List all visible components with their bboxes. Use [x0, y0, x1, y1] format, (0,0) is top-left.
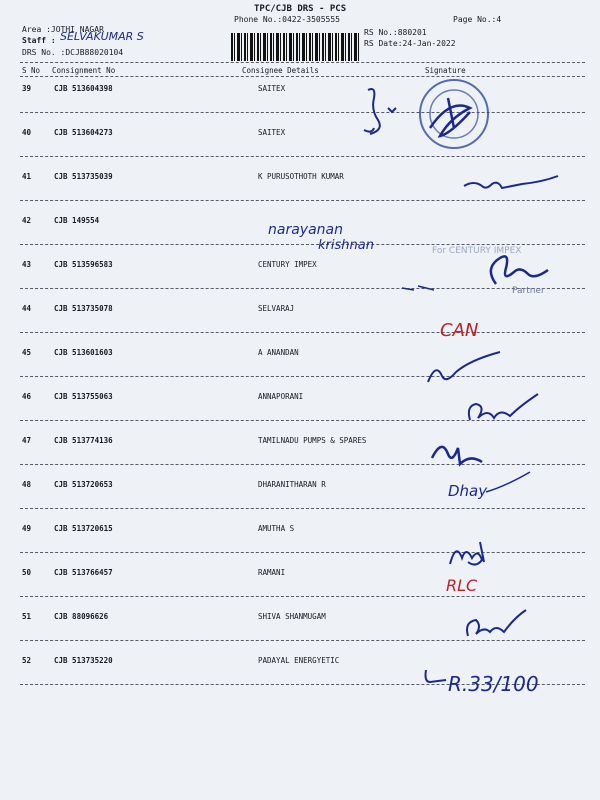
- row50-handwritten-mark: RLC: [446, 576, 478, 595]
- row-consignee: SELVARAJ: [258, 304, 295, 313]
- row-divider: [20, 112, 585, 113]
- column-header-signature: Signature: [425, 66, 466, 75]
- phone-number: Phone No.:0422-3505555: [234, 15, 340, 24]
- sheet-title: TPC/CJB DRS - PCS: [254, 4, 347, 14]
- row-consignment-number: CJB 513604398: [54, 84, 113, 93]
- row-sno: 44: [22, 304, 32, 313]
- row-consignee: A ANANDAN: [258, 348, 299, 357]
- row-consignment-number: CJB 513735078: [54, 304, 113, 313]
- row45-handwritten-mark: CAN: [440, 320, 479, 341]
- row-sno: 40: [22, 128, 32, 137]
- row-divider: [20, 464, 585, 465]
- row-divider: [20, 508, 585, 509]
- row-consignee: RAMANI: [258, 568, 286, 577]
- row-consignment-number: CJB 513774136: [54, 436, 113, 445]
- partner-text: Partner: [512, 286, 545, 296]
- row-consignment-number: CJB 513766457: [54, 568, 113, 577]
- signature-row-51: [462, 606, 532, 642]
- row-consignment-number: CJB 513604273: [54, 128, 113, 137]
- row-sno: 48: [22, 480, 32, 489]
- staff-handwritten-name: SELVAKUMAR S: [60, 30, 144, 43]
- row-consignee: SHIVA SHANMUGAM: [258, 612, 326, 621]
- row-sno: 47: [22, 436, 32, 445]
- row-sno: 51: [22, 612, 32, 621]
- row-sno: 49: [22, 524, 32, 533]
- signature-row-46: [464, 390, 544, 430]
- row-consignment-number: CJB 513720653: [54, 480, 113, 489]
- signature-row-48-tail: [484, 468, 534, 498]
- row-consignment-number: CJB 513735039: [54, 172, 113, 181]
- row-consignee: K PURUSOTHOTH KUMAR: [258, 172, 344, 181]
- signature-row-43: [484, 254, 554, 290]
- row-consignee: PADAYAL ENERGYETIC: [258, 656, 340, 665]
- row-sno: 46: [22, 392, 32, 401]
- page-number: Page No.:4: [453, 15, 502, 24]
- row-consignment-number: CJB 88096626: [54, 612, 109, 621]
- row-sno: 43: [22, 260, 32, 269]
- row-consignee: DHARANITHARAN R: [258, 480, 326, 489]
- row-divider: [20, 332, 585, 333]
- header-divider-bottom: [20, 76, 585, 77]
- column-header-consignment: Consignment No: [52, 66, 116, 75]
- header-divider-top: [20, 62, 585, 63]
- row-sno: 42: [22, 216, 32, 225]
- row-divider: [20, 596, 585, 597]
- row-consignee: SAITEX: [258, 84, 286, 93]
- row-consignment-number: CJB 513720615: [54, 524, 113, 533]
- signature-row-47: [426, 432, 486, 468]
- signature-row-49: [446, 536, 496, 570]
- staff-label: Staff :: [22, 36, 56, 45]
- drs-number: DRS No. :DCJB88020104: [22, 48, 124, 57]
- row-consignee: AMUTHA S: [258, 524, 295, 533]
- signature-row-45: [424, 350, 504, 390]
- row-sno: 45: [22, 348, 32, 357]
- company-stamp-text: For CENTURY IMPEX: [432, 246, 522, 256]
- signature-row-41: [462, 172, 562, 202]
- row-consignee: ANNAPORANI: [258, 392, 304, 401]
- row-consignee: SAITEX: [258, 128, 286, 137]
- row-consignment-number: CJB 513755063: [54, 392, 113, 401]
- row-consignee: CENTURY IMPEX: [258, 260, 317, 269]
- row-sno: 50: [22, 568, 32, 577]
- column-header-consignee: Consignee Details: [242, 66, 319, 75]
- row-consignment-number: CJB 513735220: [54, 656, 113, 665]
- rs-date: RS Date:24-Jan-2022: [364, 39, 456, 48]
- row48-handwritten-mark: Dhay: [448, 482, 488, 500]
- row-consignment-number: CJB 149554: [54, 216, 100, 225]
- area-label: Area :JOTHI NAGAR: [22, 25, 104, 34]
- row-sno: 41: [22, 172, 32, 181]
- row42-handwritten-name-line2: krishnan: [318, 238, 374, 253]
- row-divider: [20, 244, 585, 245]
- row-divider: [20, 552, 585, 553]
- row-sno: 39: [22, 84, 32, 93]
- barcode: [231, 33, 361, 61]
- row-divider: [20, 156, 585, 157]
- row-consignment-number: CJB 513596583: [54, 260, 113, 269]
- row42-handwritten-name-line1: narayanan: [268, 222, 343, 238]
- saitex-stamp-and-signature: [358, 78, 498, 158]
- row-consignment-number: CJB 513601603: [54, 348, 113, 357]
- rs-number: RS No.:880201: [364, 28, 427, 37]
- row52-handwritten-note: R.33/100: [448, 672, 539, 696]
- row-sno: 52: [22, 656, 32, 665]
- stray-mark-row-43: [400, 282, 440, 294]
- row-consignee: TAMILNADU PUMPS & SPARES: [258, 436, 367, 445]
- column-header-sno: S No: [22, 66, 41, 75]
